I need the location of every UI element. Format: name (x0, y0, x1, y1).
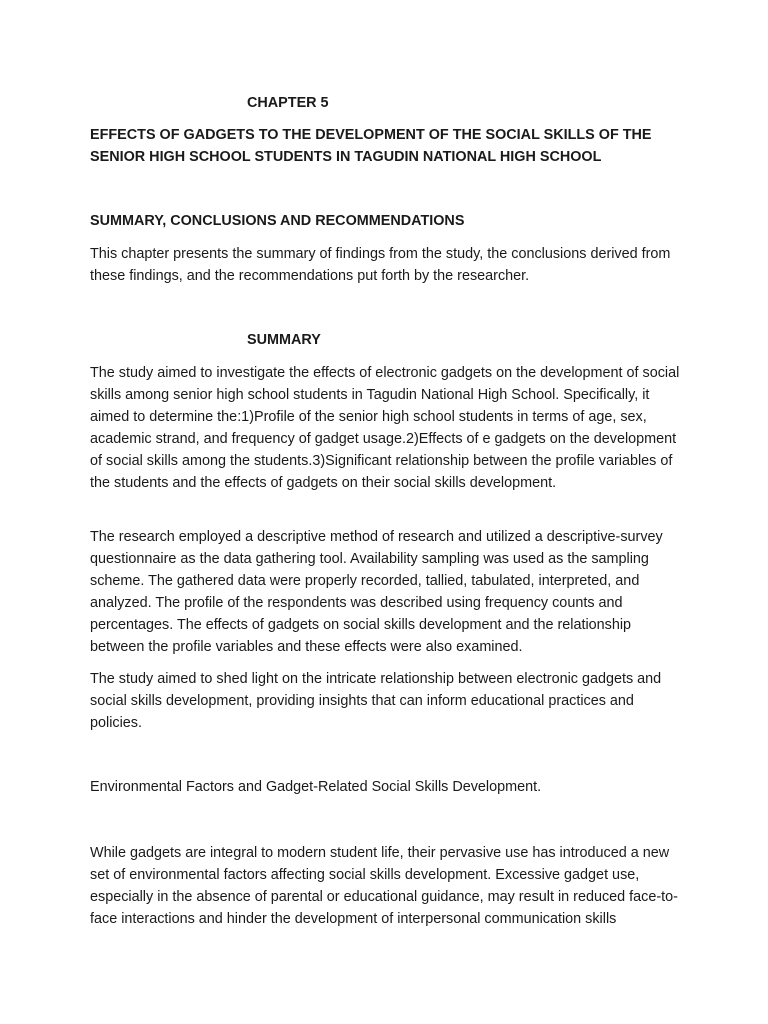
intro-paragraph: This chapter presents the summary of findings from the study, the conclusions derived from these findings, and the recommendations put forth by the researcher. (90, 246, 671, 284)
summary-paragraph-2: The research employed a descriptive method of research and utilized a descriptive-survey questionnaire as the data gathering tool. Availability sampling was used as the sampling scheme. The gathered data were properly recorded, tallied, tabulated, interpreted, and analyzed. The profile of the respondents was described using frequency counts and percentages. The effects of gadgets on social skills development and the relationship between the profile variables and these effects were also examined. (90, 529, 663, 655)
subheading: Environmental Factors and Gadget-Related Social Skills Development. (90, 779, 542, 795)
summary-paragraph-1: The study aimed to investigate the effects of electronic gadgets on the development of social skills among senior high school students in Tagudin National High School. Specifically, it aimed to determine the:1)Profile of the senior high school students in terms of age, sex, academic strand, and frequency of gadget usage.2)Effects of e gadgets on the development of social skills among the students.3)Significant relationship between the profile variables of the students and the effects of gadgets on their social skills development. (90, 365, 680, 491)
section-heading: SUMMARY, CONCLUSIONS AND RECOMMENDATIONS (90, 213, 465, 229)
summary-heading: SUMMARY (247, 332, 321, 348)
summary-paragraph-3: The study aimed to shed light on the intricate relationship between electronic gadgets and social skills development, providing insights that can inform educational practices and policies. (90, 671, 662, 731)
chapter-label: CHAPTER 5 (247, 95, 329, 111)
environment-paragraph: While gadgets are integral to modern student life, their pervasive use has introduced a new set of environmental factors affecting social skills development. Excessive gadget use, especially in the absence of parental or educational guidance, may result in reduced face-to-face interactions and hinder the development of interpersonal communication skills (90, 845, 678, 927)
document-title: EFFECTS OF GADGETS TO THE DEVELOPMENT OF THE SOCIAL SKILLS OF THE SENIOR HIGH SCHOOL STUDENTS IN TAGUDIN NATIONAL HIGH SCHOOL (90, 127, 652, 165)
